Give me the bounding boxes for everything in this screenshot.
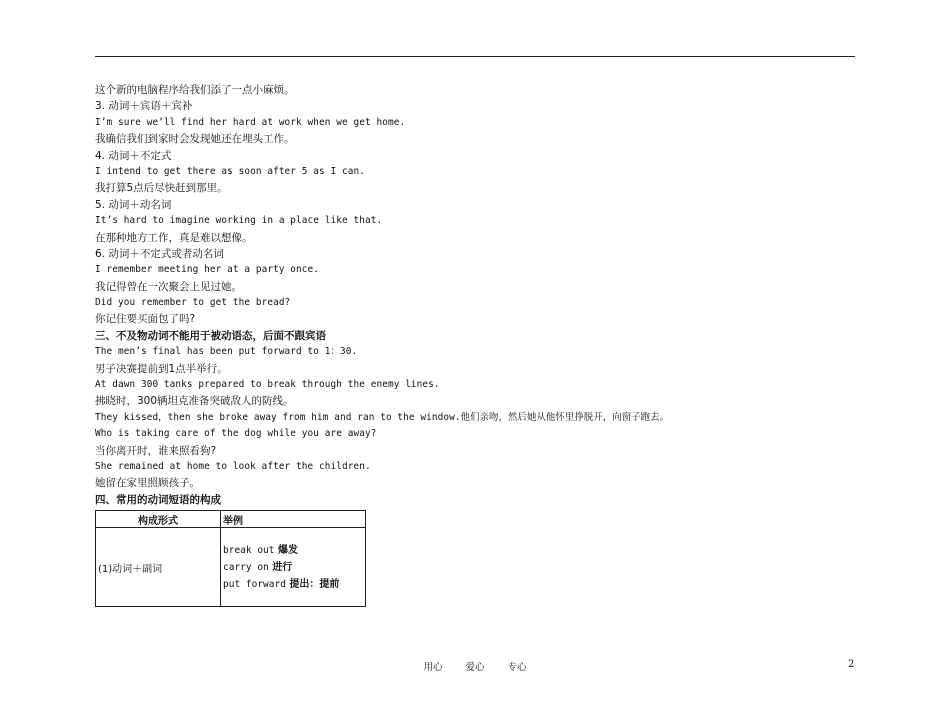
example-item: [223, 559, 363, 576]
example-sentence: I remember meeting her at a party once.: [95, 264, 320, 276]
translation-line: 她留在家里照顾孩子。: [95, 477, 200, 490]
section-heading: 三、不及物动词不能用于被动语态，后面不跟宾语: [95, 329, 326, 342]
section-item-heading: 5. 动词＋动名词: [95, 198, 172, 211]
translation-line: 我打算5点后尽快赶到那里。: [95, 182, 228, 195]
example-phrase: break out: [223, 544, 275, 556]
header-rule: [95, 56, 855, 57]
example-sentence: I’m sure we’ll find her hard at work when we get home.: [95, 116, 406, 128]
table-header-row: [96, 511, 366, 528]
translation-line: 你记住要买面包了吗?: [95, 313, 196, 326]
section-item-heading: 4. 动词＋不定式: [95, 149, 172, 162]
example-sentence: At dawn 300 tanks prepared to break through the enemy lines.: [95, 379, 440, 391]
example-sentence: Did you remember to get the bread?: [95, 297, 291, 309]
translation-line: 在那种地方工作，真是难以想像。: [95, 231, 253, 244]
page-footer: [0, 659, 950, 673]
table-header-form: 构成形式: [96, 511, 221, 528]
section-item-heading: 3. 动词＋宾语＋宾补: [95, 100, 193, 113]
example-item: [223, 576, 363, 593]
page-number: 2: [848, 659, 855, 670]
example-sentence: I intend to get there as soon after 5 as I can.: [95, 165, 365, 177]
example-phrase: put forward: [223, 578, 286, 590]
table-row: [96, 528, 366, 607]
example-sentence: She remained at home to look after the children.: [95, 460, 371, 472]
translation-line: 当你离开时，谁来照看狗?: [95, 444, 217, 457]
example-sentence: They kissed，then she broke away from him and ran to the window.他们亲吻，然后她从他怀里挣脱开，向窗子跑去。: [95, 411, 670, 423]
translation-line: 男子决赛提前到1点半举行。: [95, 362, 228, 375]
document-body: [95, 82, 855, 508]
phrase-table: [95, 510, 366, 607]
example-meaning: 爆发: [277, 544, 298, 556]
text-line: 这个新的电脑程序给我们添了一点小麻烦。: [95, 84, 295, 96]
example-meaning: 提出：提前: [289, 578, 340, 590]
footer-item: 专心: [507, 662, 527, 673]
example-sentence: The men’s final has been put forward to 1：30.: [95, 346, 358, 358]
example-phrase: carry on: [223, 561, 269, 573]
table-cell-form: (1)动词＋副词: [96, 528, 221, 607]
example-sentence: It’s hard to imagine working in a place like that.: [95, 215, 383, 227]
footer-item: 爱心: [465, 662, 485, 673]
translation-line: 我确信我们到家时会发现她还在埋头工作。: [95, 133, 295, 146]
section-heading: 四、常用的动词短语的构成: [95, 493, 221, 506]
table-header-example: 举例: [221, 511, 366, 528]
section-item-heading: 6. 动词＋不定式或者动名词: [95, 247, 224, 260]
example-meaning: 进行: [272, 561, 293, 573]
translation-line: 拂晓时，300辆坦克准备突破敌人的防线。: [95, 395, 294, 408]
example-sentence: Who is taking care of the dog while you are away?: [95, 428, 377, 440]
example-item: [223, 542, 363, 559]
translation-line: 我记得曾在一次聚会上见过她。: [95, 280, 242, 293]
table-cell-examples: [221, 528, 366, 607]
footer-item: 用心: [423, 662, 443, 673]
